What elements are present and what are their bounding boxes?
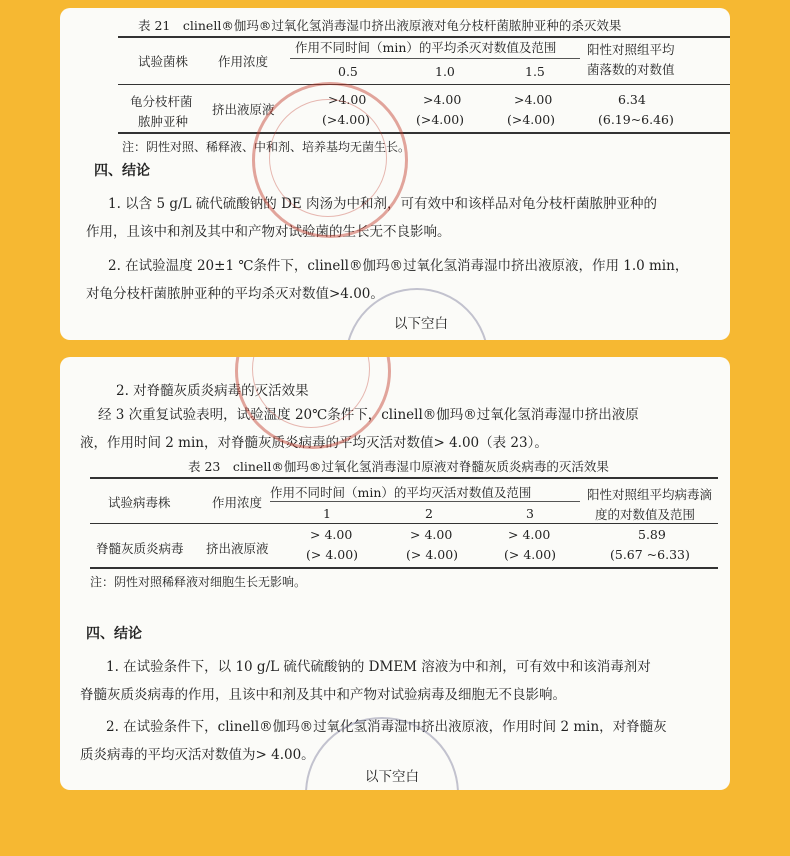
header-time-2: 1.0: [435, 64, 455, 79]
conclusion-heading-2: 四、结论: [86, 626, 142, 642]
end-blank-marker: 以下空白: [365, 769, 419, 785]
conclusion-1-line2: 作用，且该中和剂及其中和产物对试验菌的生长无不良影响。: [86, 224, 451, 240]
header-ctrl-line1: 阳性对照组平均病毒滴: [587, 487, 713, 502]
intro-line1: 经 3 次重复试验表明，试验温度 20℃条件下，clinell®伽玛®过氧化氢消毒湿巾挤出液原: [98, 407, 639, 423]
table-21-caption: 表 21 clinell®伽玛®过氧化氢消毒湿巾挤出液原液对龟分枝杆菌脓肿亚种的杀灭效果: [138, 18, 622, 33]
row-ctrl-range: (6.19~6.46): [598, 112, 674, 127]
table-23-caption: 表 23 clinell®伽玛®过氧化氢消毒湿巾原液对脊髓灰质炎病毒的灭活效果: [188, 459, 609, 474]
table-top-rule: [90, 477, 718, 479]
document-card-1: [60, 8, 730, 340]
row-value-1: > 4.00: [310, 527, 353, 542]
row-ctrl-value: 5.89: [638, 527, 666, 542]
table-bottom-rule: [118, 132, 730, 134]
header-time-group: 作用不同时间（min）的平均灭活对数值及范围: [270, 485, 532, 500]
header-ctrl-line2: 菌落数的对数值: [587, 62, 675, 77]
row-value-1: >4.00: [328, 92, 367, 107]
header-sub-rule: [270, 501, 580, 502]
header-time-1: 1: [323, 506, 331, 521]
header-ctrl-line1: 阳性对照组平均: [587, 42, 675, 57]
row-conc: 挤出液原液: [212, 102, 275, 117]
table-bottom-rule: [90, 567, 718, 569]
conclusion-2-line1: 2. 在试验温度 20±1 ℃条件下，clinell®伽玛®过氧化氢消毒湿巾挤出液原液，作用 1.0 min，: [108, 258, 689, 274]
header-strain: 试验菌株: [138, 54, 189, 69]
conclusion-2-line2: 质炎病毒的平均灭活对数值为> 4.00。: [80, 747, 315, 763]
header-time-3: 1.5: [525, 64, 545, 79]
header-time-3: 3: [526, 506, 534, 521]
row-value-2: >4.00: [423, 92, 462, 107]
row-range-3: (>4.00): [507, 112, 556, 127]
row-value-3: >4.00: [514, 92, 553, 107]
end-blank-marker: 以下空白: [394, 316, 448, 332]
header-conc: 作用浓度: [212, 495, 263, 510]
header-conc: 作用浓度: [218, 54, 269, 69]
header-sub-rule: [290, 58, 580, 59]
conclusion-1-line2: 脊髓灰质炎病毒的作用，且该中和剂及其中和产物对试验病毒及细胞无不良影响。: [80, 687, 566, 703]
table-23-note: 注：阴性对照稀释液对细胞生长无影响。: [90, 575, 307, 589]
conclusion-2-line2: 对龟分枝杆菌脓肿亚种的平均杀灭对数值>4.00。: [86, 286, 384, 302]
row-value-2: > 4.00: [410, 527, 453, 542]
row-strain-line2: 脓肿亚种: [138, 114, 189, 129]
conclusion-1-line1: 1. 在试验条件下，以 10 g/L 硫代硫酸钠的 DMEM 溶液为中和剂，可有效中和该消毒剂对: [106, 659, 651, 675]
document-card-2: [60, 357, 730, 790]
header-ctrl-line2: 度的对数值及范围: [595, 507, 696, 522]
conclusion-1-line1: 1. 以含 5 g/L 硫代硫酸钠的 DE 肉汤为中和剂，可有效中和该样品对龟分枝杆菌脓肿亚种的: [108, 196, 658, 212]
row-range-2: (> 4.00): [406, 547, 459, 562]
row-ctrl-range: (5.67 ~6.33): [610, 547, 690, 562]
row-range-1: (>4.00): [322, 112, 371, 127]
row-strain-line1: 龟分枝杆菌: [130, 94, 193, 109]
header-time-group: 作用不同时间（min）的平均杀灭对数值及范围: [295, 40, 557, 55]
header-time-1: 0.5: [338, 64, 358, 79]
conclusion-2-line1: 2. 在试验条件下，clinell®伽玛®过氧化氢消毒湿巾挤出液原液，作用时间 2 min，对脊髓灰: [106, 719, 667, 735]
row-range-1: (> 4.00): [306, 547, 359, 562]
subsection-title: 2. 对脊髓灰质炎病毒的灭活效果: [116, 383, 309, 399]
conclusion-heading-1: 四、结论: [94, 163, 150, 179]
row-ctrl-value: 6.34: [618, 92, 646, 107]
header-bottom-rule: [90, 523, 718, 524]
table-21-note: 注：阴性对照、稀释液、中和剂、培养基均无菌生长。: [122, 140, 411, 154]
row-range-3: (> 4.00): [504, 547, 557, 562]
row-conc: 挤出液原液: [206, 541, 269, 556]
header-time-2: 2: [425, 506, 433, 521]
row-virus: 脊髓灰质炎病毒: [96, 541, 184, 556]
header-virus: 试验病毒株: [108, 495, 171, 510]
row-range-2: (>4.00): [416, 112, 465, 127]
intro-line2: 液，作用时间 2 min，对脊髓灰质炎病毒的平均灭活对数值> 4.00（表 23）。: [80, 435, 548, 451]
row-value-3: > 4.00: [508, 527, 551, 542]
header-bottom-rule: [118, 84, 730, 85]
